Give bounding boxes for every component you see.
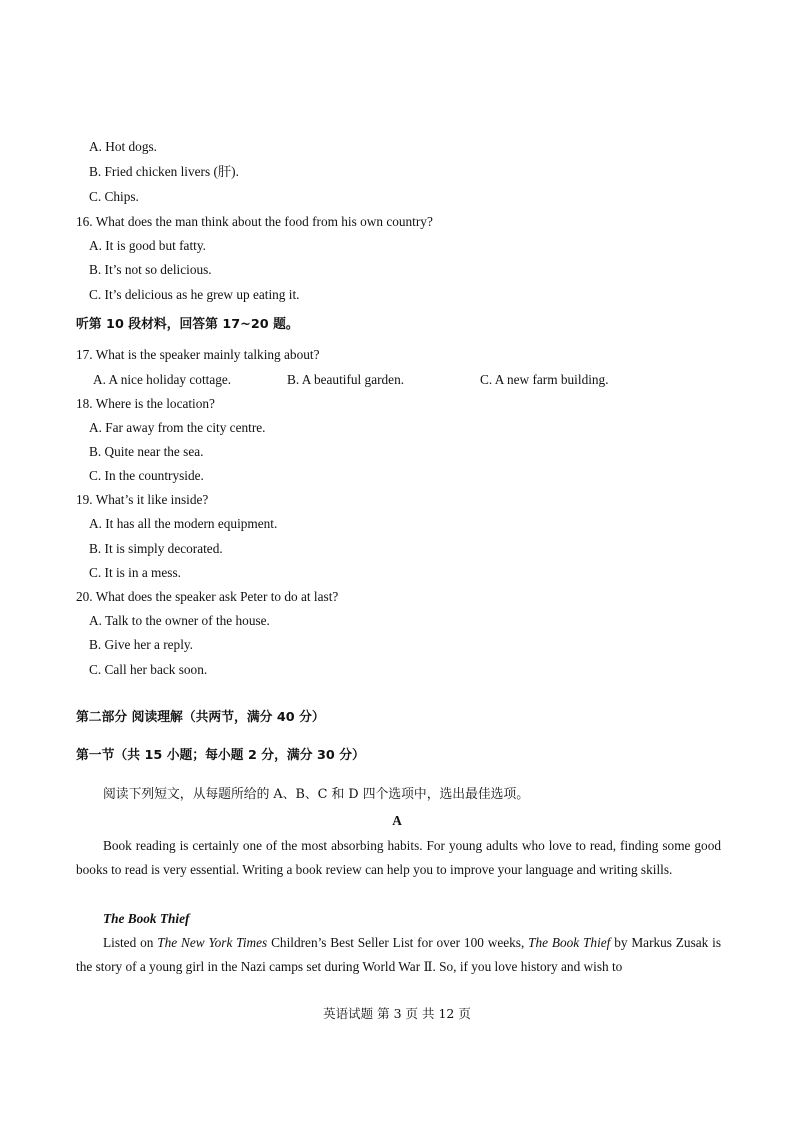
q19-stem: 19. What’s it like inside? [76,492,209,507]
paragraph-2-text-3: by Markus Zusak is the story of a young girl in the Nazi camps set during World War Ⅱ. So, if you love history and wish to [76,935,722,975]
nyt-title: The New York Times [157,935,268,950]
q20-option-c: C. Call her back soon. [89,662,208,677]
section10-heading: 听第 10 段材料，回答第 17~20 题。 [76,317,299,332]
section1-heading: 第一节（共 15 小题；每小题 2 分，满分 30 分） [76,748,365,763]
paragraph-2-text-1: Listed on [103,935,158,950]
q15-option-a: A. Hot dogs. [89,139,157,154]
q17-stem: 17. What is the speaker mainly talking about? [76,347,320,362]
q16-option-a: A. It is good but fatty. [89,238,206,253]
q18-stem: 18. Where is the location? [76,396,215,411]
q16-stem: 16. What does the man think about the food from his own country? [76,214,433,229]
instructions: 阅读下列短文，从每题所给的 A、B、C 和 D 四个选项中，选出最佳选项。 [103,787,530,802]
book-title: The Book Thief [103,911,190,926]
book-title-inline: The Book Thief [528,935,611,950]
q18-option-c: C. In the countryside. [89,468,204,483]
q20-stem: 20. What does the speaker ask Peter to do at last? [76,589,339,604]
paragraph-2 [76,931,721,979]
q18-option-a: A. Far away from the city centre. [89,420,266,435]
q19-option-b: B. It is simply decorated. [89,541,223,556]
q20-option-a: A. Talk to the owner of the house. [89,613,270,628]
q19-option-a: A. It has all the modern equipment. [89,516,278,531]
q20-option-b: B. Give her a reply. [89,637,193,652]
paragraph-2-text-2: Children’s Best Seller List for over 100 weeks, [267,935,529,950]
q16-option-c: C. It’s delicious as he grew up eating it. [89,287,300,302]
paragraph-1: Book reading is certainly one of the most absorbing habits. For young adults who love to read, finding some good books to read is very essential. Writing a book review can help you to improve your language and writing skills. [76,838,721,878]
q15-option-b: B. Fried chicken livers (肝). [89,164,239,179]
page-footer: 英语试题 第 3 页 共 12 页 [323,1006,471,1021]
passage-label: A [392,813,402,828]
part2-heading: 第二部分 阅读理解（共两节，满分 40 分） [76,710,325,725]
q15-option-c: C. Chips. [89,189,139,204]
q17-option-b: B. A beautiful garden. [287,372,405,387]
q19-option-c: C. It is in a mess. [89,565,181,580]
q17-option-a: A. A nice holiday cottage. [93,372,232,387]
q17-option-c: C. A new farm building. [480,372,609,387]
q16-option-b: B. It’s not so delicious. [89,262,212,277]
q18-option-b: B. Quite near the sea. [89,444,204,459]
